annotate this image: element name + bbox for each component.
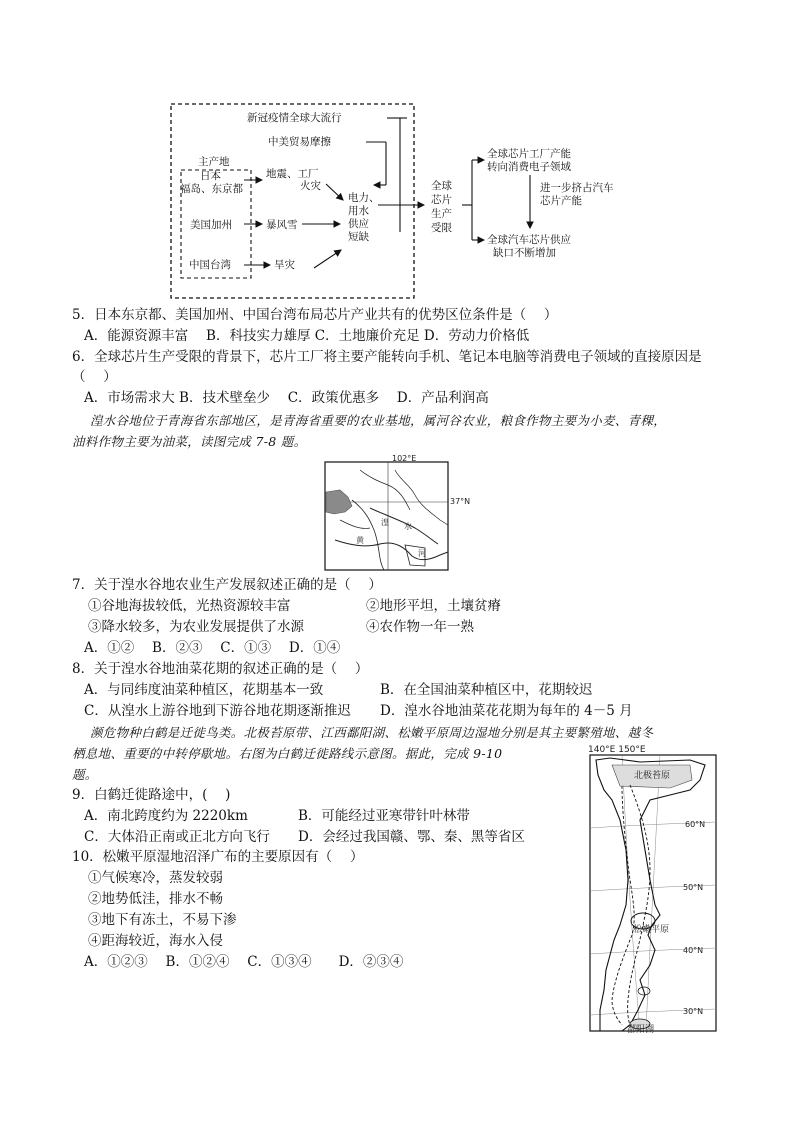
passage2-line2: 栖息地、重要的中转停歇地。右图为白鹤迁徙路线示意图。据此，完成 9-10 — [72, 746, 503, 761]
map1-lat: 37°N — [450, 497, 471, 506]
power-l1: 电力、 — [348, 192, 380, 204]
out2-l1: 进一步挤占汽车 — [540, 182, 614, 194]
q10-opt4: ④距海较近，海水入侵 — [88, 933, 223, 949]
event-drought: 旱灾 — [274, 259, 295, 271]
q7-options: A．①② B．②③ C．①③ D．①④ — [84, 640, 341, 656]
q8-option-b: B．在全国油菜种植区中，花期较迟 — [380, 682, 593, 698]
q7-opt1: ①谷地海拔较低，光热资源较丰富 — [88, 598, 291, 614]
passage1-line2: 油料作物主要为油菜，读图完成 7-8 题。 — [72, 434, 307, 449]
map2-lat50: 50°N — [683, 883, 704, 892]
map1-he: 河 — [418, 549, 426, 558]
q6-paren: （ ） — [72, 369, 117, 385]
out3-l2: 缺口不断增加 — [493, 247, 556, 259]
q10-opt1: ①气候寒冷，蒸发较弱 — [88, 870, 223, 886]
q8-option-a: A．与同纬度油菜种植区，花期基本一致 — [84, 682, 324, 698]
map2-songnen: 松嫩平原 — [633, 925, 670, 935]
out3-l1: 全球汽车芯片供应 — [487, 234, 571, 246]
q6-stem: 6．全球芯片生产受限的背景下，芯片工厂将主要产能转向手机、笔记本电脑等消费电子领域的直接原因是 — [72, 349, 702, 365]
out1-l2: 转向消费电子领域 — [487, 161, 571, 173]
q7-opt2: ②地形平坦，土壤贫瘠 — [366, 598, 501, 614]
japan-label: 日本 — [200, 170, 221, 182]
map2-lat30: 30°N — [683, 1007, 704, 1016]
map2-poyang: 鄱阳湖 — [627, 1025, 655, 1035]
passage1-line1: 湟水谷地位于青海省东部地区，是青海省重要的农业基地，属河谷农业，粮食作物主要为小麦、青稞， — [90, 413, 667, 428]
global-l3: 生产 — [431, 208, 452, 220]
power-l4: 短缺 — [348, 231, 369, 243]
q9-stem: 9．白鹤迁徙路途中，( ) — [72, 787, 231, 803]
map2-lon: 140°E 150°E — [588, 745, 646, 755]
taiwan-label: 中国台湾 — [189, 259, 231, 271]
map2-lat60: 60°N — [685, 820, 706, 829]
q10-stem: 10．松嫩平原湿地沼泽广布的主要原因有（ ） — [72, 849, 364, 865]
q5-options: A．能源资源丰富 B．科技实力雄厚 C．土地廉价充足 D．劳动力价格低 — [84, 328, 530, 344]
global-l1: 全球 — [431, 180, 452, 192]
event-storm: 暴风雪 — [266, 219, 298, 231]
producer-title: 主产地 — [198, 156, 230, 168]
map2-tundra: 北极苔原 — [634, 771, 671, 781]
q9-option-d: D．会经过我国赣、鄂、秦、黑等省区 — [298, 829, 525, 845]
power-l2: 用水 — [348, 205, 369, 217]
q9-option-a: A．南北跨度约为 2220km — [84, 808, 248, 824]
q8-stem: 8．关于湟水谷地油菜花期的叙述正确的是（ ） — [72, 661, 369, 677]
event-quake: 地震、工厂 — [266, 168, 319, 180]
out1-l1: 全球芯片工厂产能 — [487, 148, 571, 160]
q5-stem: 5．日本东京都、美国加州、中国台湾布局芯片产业共有的优势区位条件是（ ） — [72, 307, 558, 323]
q7-opt4: ④农作物一年一熟 — [366, 619, 474, 635]
q10-options: A．①②③ B．①②④ C．①③④ D．②③④ — [84, 954, 404, 970]
passage2-line3: 题。 — [72, 767, 98, 782]
trade-label: 中美贸易摩擦 — [268, 136, 331, 148]
event-fire: 火灾 — [300, 180, 321, 192]
usa-label: 美国加州 — [190, 219, 232, 231]
map1-lon: 102°E — [392, 454, 417, 463]
covid-label: 新冠疫情全球大流行 — [247, 112, 342, 124]
power-l3: 供应 — [348, 218, 369, 230]
out2-l2: 芯片产能 — [540, 195, 582, 207]
q7-stem: 7．关于湟水谷地农业生产发展叙述正确的是（ ） — [72, 577, 382, 593]
global-l2: 芯片 — [431, 194, 452, 206]
q8-option-d: D．湟水谷地油菜花花期为每年的 4－5 月 — [380, 703, 633, 719]
q9-option-c: C．大体沿正南或正北方向飞行 — [84, 829, 270, 845]
q9-option-b: B．可能经过亚寒带针叶林带 — [298, 808, 470, 824]
q7-opt3: ③降水较多，为农业发展提供了水源 — [88, 619, 304, 635]
q10-opt2: ②地势低洼，排水不畅 — [88, 891, 223, 907]
map2-lat40: 40°N — [683, 946, 704, 955]
japan-places: 福岛、东京都 — [180, 183, 243, 195]
passage2-line1: 濒危物种白鹤是迁徙鸟类。北极苔原带、江西鄱阳湖、松嫩平原周边湿地分别是其主要繁殖地、越冬 — [90, 725, 654, 740]
map1-shui: 水 — [404, 522, 412, 531]
map1-huang: 湟 — [381, 518, 389, 527]
q6-options: A．市场需求大 B．技术壁垒少 C．政策优惠多 D．产品利润高 — [84, 390, 489, 406]
map1-huang2: 黄 — [356, 536, 364, 545]
q8-option-c: C．从湟水上游谷地到下游谷地花期逐渐推迟 — [84, 703, 351, 719]
global-l4: 受限 — [431, 222, 452, 234]
q10-opt3: ③地下有冻土，不易下渗 — [88, 912, 237, 928]
